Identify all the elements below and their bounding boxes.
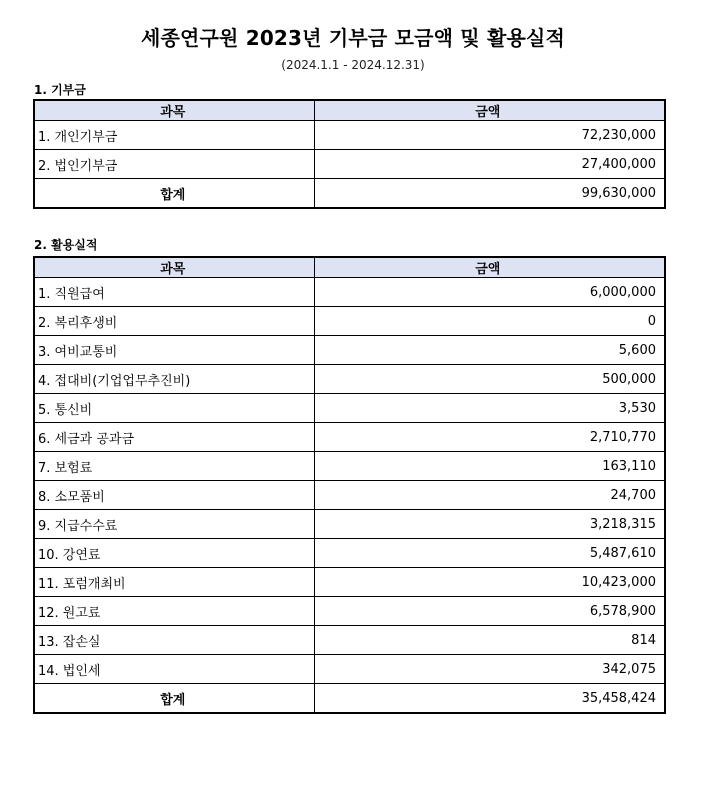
row-item: 4. 접대비(기업업무추진비)	[34, 365, 314, 394]
row-amount: 10,423,000	[314, 568, 665, 597]
row-item: 7. 보험료	[34, 452, 314, 481]
row-amount: 500,000	[314, 365, 665, 394]
row-item: 14. 법인세	[34, 655, 314, 684]
row-item: 11. 포럼개최비	[34, 568, 314, 597]
table-row	[34, 539, 665, 568]
table-row	[34, 365, 665, 394]
usage-table	[33, 256, 666, 714]
row-amount: 814	[314, 626, 665, 655]
row-amount: 342,075	[314, 655, 665, 684]
row-amount: 72,230,000	[314, 121, 665, 150]
row-item: 2. 법인기부금	[34, 150, 314, 179]
table-row	[34, 121, 665, 150]
section-label-donations: 1. 기부금	[34, 83, 86, 97]
report-period: (2024.1.1 - 2024.12.31)	[281, 58, 425, 72]
row-item: 8. 소모품비	[34, 481, 314, 510]
row-item: 6. 세금과 공과금	[34, 423, 314, 452]
row-amount: 5,487,610	[314, 539, 665, 568]
table-header-row	[34, 257, 665, 278]
header-item: 과목	[34, 100, 314, 121]
row-amount: 27,400,000	[314, 150, 665, 179]
section-label-usage: 2. 활용실적	[34, 238, 98, 252]
total-row	[34, 179, 665, 209]
header-amount: 금액	[314, 257, 665, 278]
row-item: 2. 복리후생비	[34, 307, 314, 336]
row-amount: 2,710,770	[314, 423, 665, 452]
table-row	[34, 481, 665, 510]
row-item: 13. 잡손실	[34, 626, 314, 655]
row-item: 1. 직원급여	[34, 278, 314, 307]
table-row	[34, 394, 665, 423]
row-item: 12. 원고료	[34, 597, 314, 626]
row-item: 9. 지급수수료	[34, 510, 314, 539]
table-row	[34, 336, 665, 365]
total-amount: 35,458,424	[314, 684, 665, 714]
row-item: 5. 통신비	[34, 394, 314, 423]
table-row	[34, 597, 665, 626]
header-amount: 금액	[314, 100, 665, 121]
donations-table	[33, 99, 666, 209]
header-item: 과목	[34, 257, 314, 278]
table-row	[34, 307, 665, 336]
table-row	[34, 568, 665, 597]
report-title: 세종연구원 2023년 기부금 모금액 및 활용실적	[140, 26, 566, 50]
row-item: 10. 강연료	[34, 539, 314, 568]
row-amount: 24,700	[314, 481, 665, 510]
total-row	[34, 684, 665, 714]
row-item: 3. 여비교통비	[34, 336, 314, 365]
table-row	[34, 510, 665, 539]
row-amount: 6,578,900	[314, 597, 665, 626]
table-header-row	[34, 100, 665, 121]
table-row	[34, 150, 665, 179]
total-amount: 99,630,000	[314, 179, 665, 209]
row-amount: 3,218,315	[314, 510, 665, 539]
row-amount: 3,530	[314, 394, 665, 423]
row-amount: 5,600	[314, 336, 665, 365]
table-row	[34, 278, 665, 307]
row-item: 1. 개인기부금	[34, 121, 314, 150]
row-amount: 163,110	[314, 452, 665, 481]
total-label: 합계	[34, 179, 314, 209]
table-row	[34, 423, 665, 452]
table-row	[34, 655, 665, 684]
row-amount: 0	[314, 307, 665, 336]
row-amount: 6,000,000	[314, 278, 665, 307]
table-row	[34, 626, 665, 655]
total-label: 합계	[34, 684, 314, 714]
table-row	[34, 452, 665, 481]
